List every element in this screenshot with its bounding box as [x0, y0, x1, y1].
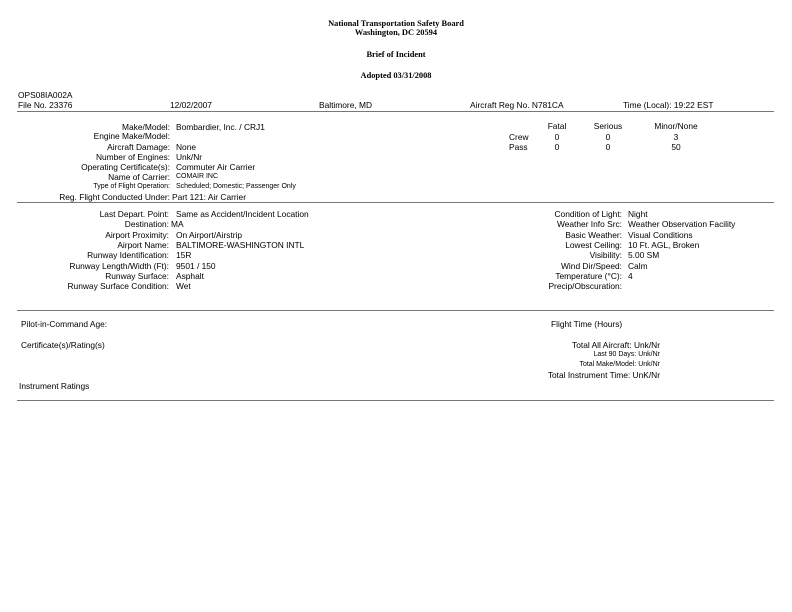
document-type: Brief of Incident [366, 50, 426, 59]
aircraft-field-label: Number of Engines: [95, 152, 170, 162]
aircraft-field-label: Name of Carrier: [108, 172, 170, 182]
weather-field-label: Visibility: [589, 250, 622, 260]
aircraft-field-value: COMAIR INC [176, 173, 218, 180]
aircraft-field-label: Type of Flight Operation: [93, 183, 170, 190]
location-field-value: BALTIMORE-WASHINGTON INTL [176, 240, 305, 250]
weather-field-label: Precip/Obscuration: [548, 281, 622, 291]
file-number: File No. 23376 [18, 100, 73, 110]
aircraft-field-value: Unk/Nr [176, 152, 203, 162]
divider [17, 111, 774, 112]
flight-time-label: Total Instrument Time: [547, 370, 631, 380]
location-field-value: 15R [176, 250, 192, 260]
flight-time-value: Unk/Nr [638, 361, 660, 368]
time-local: Time (Local): 19:22 EST [623, 100, 714, 110]
adopted-date: Adopted 03/31/2008 [360, 71, 432, 80]
injury-col-header: Minor/None [654, 121, 698, 131]
case-id: OPS08IA002A [18, 90, 73, 100]
agency-location: Washington, DC 20594 [354, 28, 438, 37]
location-field-value: 9501 / 150 [176, 261, 216, 271]
pilot-age-label: Pilot-in-Command Age: [21, 319, 108, 329]
location-field-label: Airport Proximity: [105, 230, 169, 240]
divider [17, 310, 774, 311]
weather-field-value: 5.00 SM [628, 250, 660, 260]
location-field-value: Asphalt [176, 271, 204, 281]
aircraft-field-value: Bombardier, Inc. / CRJ1 [176, 122, 265, 132]
flight-time-label: Last 90 Days: [593, 351, 637, 358]
aircraft-field-value: Scheduled; Domestic; Passenger Only [176, 183, 296, 190]
divider [17, 400, 774, 401]
injury-cell: 0 [554, 132, 560, 142]
incident-city: Baltimore, MD [319, 100, 373, 110]
incident-date: 12/02/2007 [170, 100, 212, 110]
weather-field-label: Lowest Ceiling: [565, 240, 622, 250]
flight-time-row [460, 370, 660, 380]
aircraft-field-value: None [176, 142, 197, 152]
aircraft-field-label: Aircraft Damage: [107, 142, 170, 152]
aircraft-field-label: Reg. Flight Conducted Under: [59, 192, 170, 202]
weather-field-label: Wind Dir/Speed: [561, 261, 622, 271]
weather-field-value: 10 Ft. AGL, Broken [628, 240, 700, 250]
location-field-label: Destination: [124, 219, 169, 229]
weather-field-value: Visual Conditions [628, 230, 693, 240]
injury-cell: 50 [671, 142, 681, 152]
injury-cell: 0 [605, 142, 611, 152]
location-field-label: Last Depart. Point: [99, 209, 169, 219]
flight-time-row [460, 350, 660, 360]
weather-field-value: Calm [628, 261, 648, 271]
flight-time-value: Unk/Nr [638, 351, 660, 358]
aircraft-field-label: Make/Model: [122, 122, 170, 132]
aircraft-field-label: Operating Certificate(s): [81, 162, 170, 172]
instrument-ratings-label: Instrument Ratings [19, 381, 90, 391]
flight-time-label: Total Make/Model: [579, 361, 637, 368]
flight-time-row [460, 340, 660, 350]
weather-field-label: Condition of Light: [554, 209, 622, 219]
injury-cell: 3 [673, 132, 679, 142]
injury-cell: 0 [554, 142, 560, 152]
divider [17, 202, 774, 203]
weather-field-label: Weather Info Src: [556, 219, 622, 229]
location-field-label: Runway Surface: [105, 271, 169, 281]
injury-row-label: Pass [509, 142, 528, 152]
weather-field-label: Temperature (°C): [555, 271, 622, 281]
location-field-label: Runway Length/Width (Ft): [69, 261, 169, 271]
location-field-label: Runway Surface Condition: [67, 281, 169, 291]
aircraft-field-value: Part 121: Air Carrier [172, 192, 247, 202]
location-field-value: Same as Accident/Incident Location [176, 209, 309, 219]
injury-col-header: Fatal [547, 121, 567, 131]
aircraft-reg: Aircraft Reg No. N781CA [470, 100, 564, 110]
location-field-value: MA [171, 219, 184, 229]
aircraft-field-value: Commuter Air Carrier [176, 162, 256, 172]
weather-field-value: Night [628, 209, 648, 219]
flight-time-label: Total All Aircraft: [572, 340, 632, 350]
flight-time-row [460, 360, 660, 370]
flight-time-value: Unk/Nr [633, 340, 660, 350]
weather-field-value: 4 [628, 271, 633, 281]
flight-time-title: Flight Time (Hours) [551, 319, 623, 329]
location-field-value: Wet [176, 281, 191, 291]
location-field-value: On Airport/Airstrip [176, 230, 243, 240]
flight-time-value: UnK/Nr [632, 370, 660, 380]
aircraft-field-label: Engine Make/Model: [93, 131, 170, 141]
agency-name: National Transportation Safety Board [328, 19, 464, 28]
injury-row-label: Crew [509, 132, 529, 142]
injury-col-header: Serious [593, 121, 623, 131]
weather-field-value: Weather Observation Facility [628, 219, 736, 229]
location-field-label: Airport Name: [117, 240, 169, 250]
weather-field-label: Basic Weather: [565, 230, 622, 240]
location-field-label: Runway Identification: [87, 250, 169, 260]
injury-cell: 0 [605, 132, 611, 142]
certificate-ratings-label: Certificate(s)/Rating(s) [21, 340, 105, 350]
